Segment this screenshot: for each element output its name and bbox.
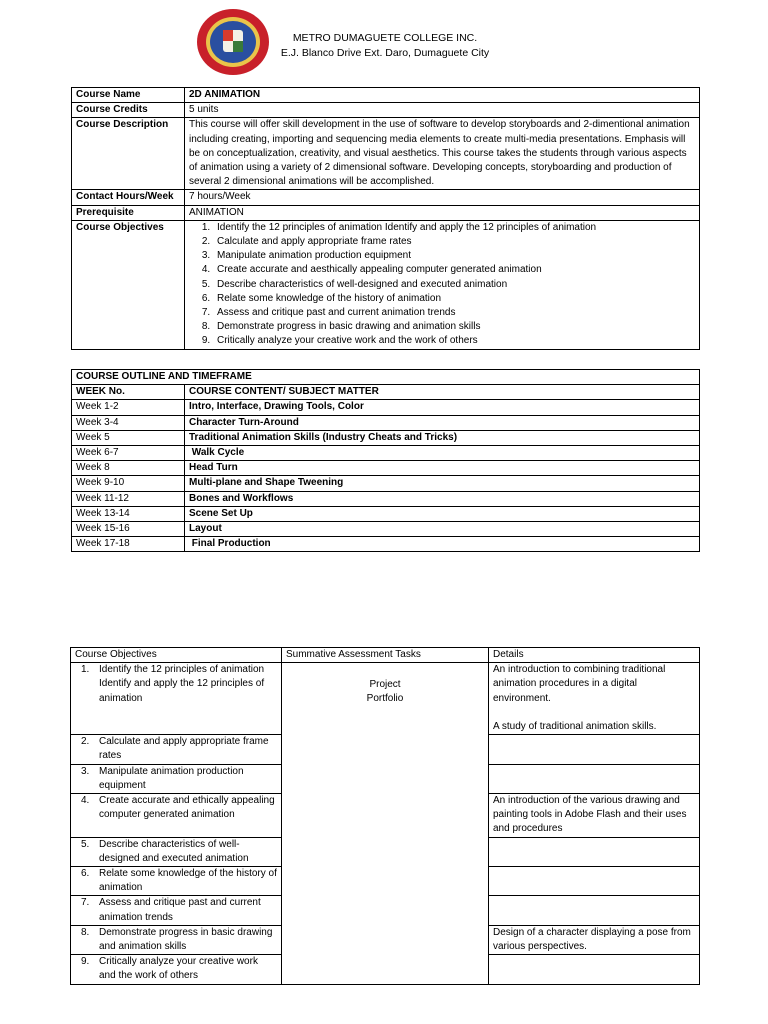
course-objectives-label: Course Objectives [72,220,185,349]
course-outline-table [71,369,700,552]
assessment-objective-text: Manipulate animation production equipment [99,765,244,791]
table-row [72,205,700,220]
assessment-objective-cell: 8. Demonstrate progress in basic drawing and animation skills [71,925,282,954]
table-row [71,663,700,735]
college-name: METRO DUMAGUETE COLLEGE INC. [292,32,478,44]
assessment-details-cell [489,735,700,764]
week-cell: Week 8 [72,461,185,476]
assessment-details-cell [489,955,700,984]
table-row [72,190,700,205]
outline-content-header: COURSE CONTENT/ SUBJECT MATTER [185,385,700,400]
assessment-objective-text: Critically analyze your creative work and the work of others [99,956,258,982]
week-cell: Week 3-4 [72,415,185,430]
list-item: 8. Demonstrate progress in basic drawing and animation skills [213,320,695,334]
table-row [72,491,700,506]
table-row [72,88,700,103]
task-project: Project [369,679,401,691]
course-objectives-value [185,220,700,349]
course-info-table [71,87,700,350]
assessment-objective-cell: 3. Manipulate animation production equipment [71,764,282,793]
content-cell: Layout [185,522,700,537]
assessment-table [70,647,700,985]
outline-title: COURSE OUTLINE AND TIMEFRAME [72,370,700,385]
assessment-objective-text: Calculate and apply appropriate frame rates [99,736,269,762]
list-item: 5. Describe characteristics of well-designed and executed animation [213,278,695,292]
assessment-objective-cell: 6. Relate some knowledge of the history of animation [71,867,282,896]
table-row [72,461,700,476]
table-row [72,415,700,430]
prerequisite-value: ANIMATION [185,205,700,220]
table-row [72,537,700,552]
assessment-objective-text: Create accurate and ethically appealing computer generated animation [99,795,275,821]
assessment-objective-text: Demonstrate progress in basic drawing and animation skills [99,926,273,953]
list-item: 4. Create accurate and aesthically appealing computer generated animation [213,263,695,277]
content-cell: Bones and Workflows [185,491,700,506]
table-row [72,103,700,118]
assessment-objective-text: Assess and critique past and current animation trends [99,897,261,923]
assessment-details-cell [489,867,700,896]
assessment-objective-cell: 4. Create accurate and ethically appealing computer generated animation [71,794,282,838]
objectives-list [189,221,695,349]
table-row [72,522,700,537]
assessment-objectives-header: Course Objectives [71,648,282,663]
course-description-value: This course will offer skill development in the use of software to develop storyboards and 2-dimentional animation including creating, importing and sequencing media elements to create multi-media presentations. Emphasis will be on conceptualization, creativity, and visual aesthetics. This course takes the students through various aspects of animation using a variety of 2 dimensional software. Developing concepts, storyboarding and production of several 2 dimensional animations will be accomplished. [185,118,700,190]
table-row [72,385,700,400]
assessment-objective-text: Identify the 12 principles of animation Identify and apply the 12 principles of animation [99,664,265,704]
details-text: A study of traditional animation skills. [493,720,657,732]
contact-hours-value: 7 hours/Week [185,190,700,205]
week-cell: Week 5 [72,430,185,445]
assessment-objective-cell: 9. Critically analyze your creative work and the work of others [71,955,282,984]
assessment-tasks-cell [282,663,489,984]
course-credits-value: 5 units [185,103,700,118]
table-row [72,118,700,190]
assessment-objective-text: Describe characteristics of well-designed and executed animation [99,838,249,864]
content-cell: Character Turn-Around [185,415,700,430]
assessment-objective-cell: 2. Calculate and apply appropriate frame rates [71,735,282,764]
table-row [72,446,700,461]
assessment-objective-cell: 1. Identify the 12 principles of animation Identify and apply the 12 principles of animation [71,663,282,735]
course-name-value: 2D ANIMATION [185,88,700,103]
week-cell: Week 17-18 [72,537,185,552]
list-item: 6. Relate some knowledge of the history of animation [213,292,695,306]
assessment-objective-cell: 7. Assess and critique past and current animation trends [71,896,282,925]
content-cell: Traditional Animation Skills (Industry Cheats and Tricks) [185,430,700,445]
list-item: 1. Identify the 12 principles of animation Identify and apply the 12 principles of animation [213,221,695,235]
content-cell: Scene Set Up [185,506,700,521]
details-text: An introduction to combining traditional animation procedures in a digital environment. [493,664,666,704]
outline-week-header: WEEK No. [72,385,185,400]
course-name-label: Course Name [72,88,185,103]
content-cell: Intro, Interface, Drawing Tools, Color [185,400,700,415]
assessment-details-cell: Design of a character displaying a pose from various perspectives. [489,925,700,954]
course-credits-label: Course Credits [72,103,185,118]
table-row [72,476,700,491]
assessment-details-cell [489,663,700,735]
week-cell: Week 15-16 [72,522,185,537]
table-row [72,430,700,445]
list-item: 2. Calculate and apply appropriate frame rates [213,235,695,249]
assessment-details-header: Details [489,648,700,663]
table-row [72,506,700,521]
table-row [72,400,700,415]
content-cell: Walk Cycle [185,446,700,461]
assessment-tasks-header: Summative Assessment Tasks [282,648,489,663]
week-cell: Week 13-14 [72,506,185,521]
assessment-details-cell [489,837,700,866]
table-row [71,648,700,663]
table-row [72,370,700,385]
week-cell: Week 9-10 [72,476,185,491]
list-item: 9. Critically analyze your creative work and the work of others [213,334,695,348]
assessment-details-cell [489,764,700,793]
content-cell: Multi-plane and Shape Tweening [185,476,700,491]
college-address: E.J. Blanco Drive Ext. Daro, Dumaguete City [280,47,490,59]
week-cell: Week 1-2 [72,400,185,415]
content-cell: Head Turn [185,461,700,476]
assessment-details-cell: An introduction of the various drawing and painting tools in Adobe Flash and their uses and procedures [489,794,700,838]
assessment-objective-cell: 5. Describe characteristics of well-designed and executed animation [71,837,282,866]
task-portfolio: Portfolio [366,693,404,705]
course-description-label: Course Description [72,118,185,190]
list-item: 7. Assess and critique past and current animation trends [213,306,695,320]
assessment-objective-text: Relate some knowledge of the history of animation [99,868,277,894]
assessment-details-cell [489,896,700,925]
table-row [72,220,700,349]
prerequisite-label: Prerequisite [72,205,185,220]
list-item: 3. Manipulate animation production equipment [213,249,695,263]
week-cell: Week 11-12 [72,491,185,506]
contact-hours-label: Contact Hours/Week [72,190,185,205]
week-cell: Week 6-7 [72,446,185,461]
college-header [250,31,520,61]
content-cell: Final Production [185,537,700,552]
